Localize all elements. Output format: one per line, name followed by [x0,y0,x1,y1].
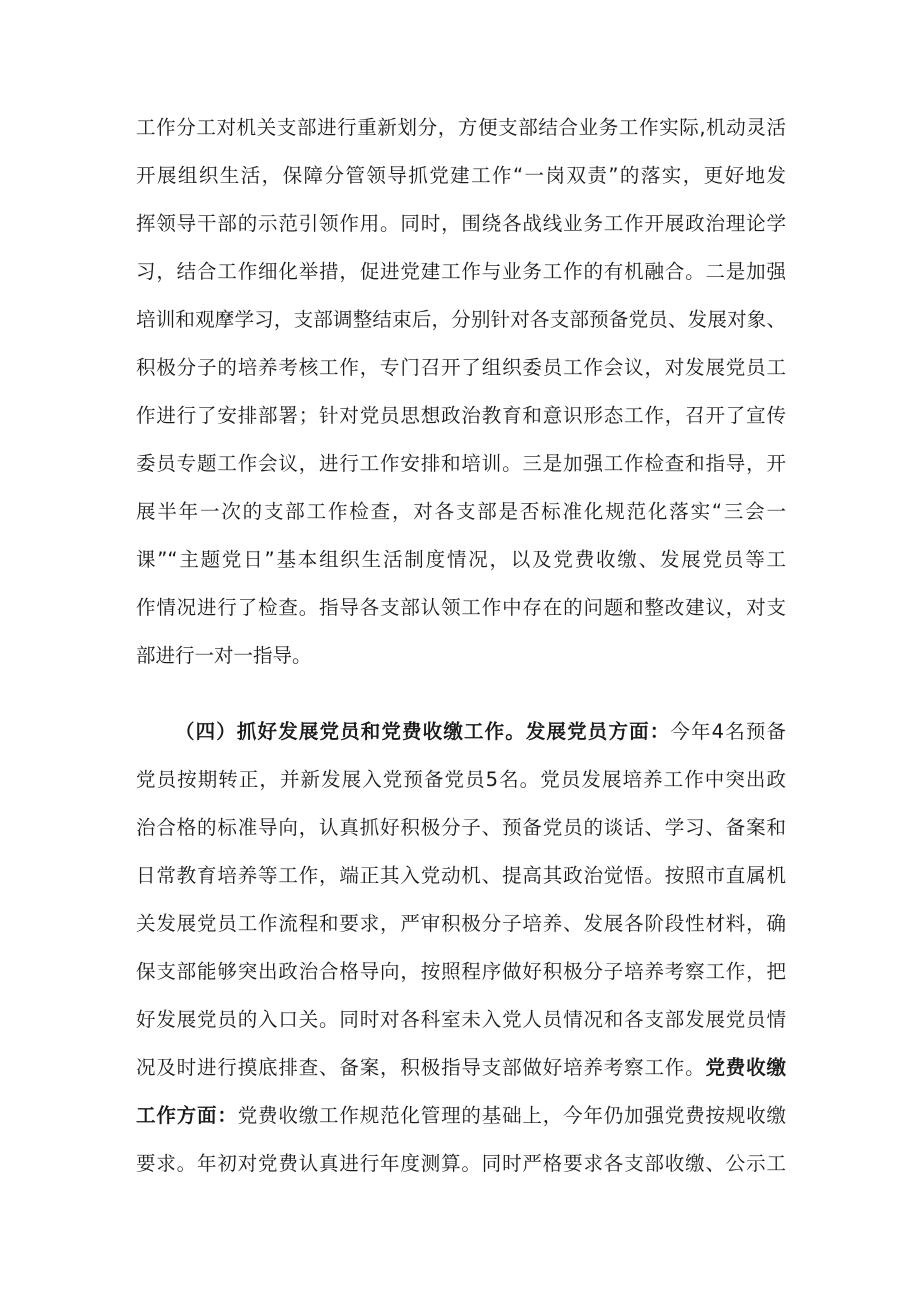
paragraph-line: 保支部能够突出政治合格导向，按照程序做好积极分子培养考察工作，把 [136,960,786,983]
paragraph-line: 好发展党员的入口关。同时对各科室未入党人员情况和各支部发展党员情 [136,1008,786,1031]
paragraph-line: 部进行一对一指导。 [136,644,312,667]
paragraph-line: 党员按期转正，并新发展入党预备党员5名。党员发展培养工作中突出政 [136,768,786,791]
paragraph-line: 培训和观摩学习，支部调整结束后，分别针对各支部预备党员、发展对象、 [136,308,786,331]
paragraph-text: 今年4名预备 [670,720,786,743]
paragraph-line: 要求。年初对党费认真进行年度测算。同时严格要求各支部收缴、公示工 [136,1152,786,1175]
paragraph-line [136,1048,786,1088]
paragraph-line: 委员专题工作会议，进行工作安排和培训。三是加强工作检查和指导，开 [136,452,786,475]
paragraph-line: 开展组织生活，保障分管领导抓党建工作“一岗双责”的落实，更好地发 [136,164,786,187]
paragraph-line: 作进行了安排部署；针对党员思想政治教育和意识形态工作，召开了宣传 [136,404,786,427]
paragraph-line: 积极分子的培养考核工作，专门召开了组织委员工作会议，对发展党员工 [136,356,786,379]
paragraph-line: 治合格的标准导向，认真抓好积极分子、预备党员的谈话、学习、备案和 [136,816,786,839]
paragraph-line [136,1096,786,1136]
paragraph-line: 挥领导干部的示范引领作用。同时，围绕各战线业务工作开展政治理论学 [136,212,786,235]
subsection-heading: 党费收缴 [705,1056,786,1079]
paragraph-line: 关发展党员工作流程和要求，严审积极分子培养、发展各阶段性材料，确 [136,912,786,935]
paragraph-line: 展半年一次的支部工作检查，对各支部是否标准化规范化落实“三会一 [136,500,786,523]
paragraph-line: 日常教育培养等工作，端正其入党动机、提高其政治觉悟。按照市直属机 [136,864,786,887]
subsection-heading: 工作方面： [136,1104,238,1127]
section-heading-line [175,712,786,752]
paragraph-line: 作情况进行了检查。指导各支部认领工作中存在的问题和整改建议，对支 [136,596,786,619]
paragraph-line: 课”“主题党日”基本组织生活制度情况，以及党费收缴、发展党员等工 [136,548,786,571]
paragraph-text: 况及时进行摸底排查、备案，积极指导支部做好培养考察工作。 [136,1056,706,1079]
paragraph-line: 工作分工对机关支部进行重新划分，方便支部结合业务工作实际,机动灵活 [136,116,786,139]
section-heading: （四）抓好发展党员和党费收缴工作。发展党员方面： [175,720,671,743]
paragraph-line: 习，结合工作细化举措，促进党建工作与业务工作的有机融合。二是加强 [136,260,786,283]
paragraph-text: 党费收缴工作规范化管理的基础上，今年仍加强党费按规收缴 [237,1104,786,1127]
